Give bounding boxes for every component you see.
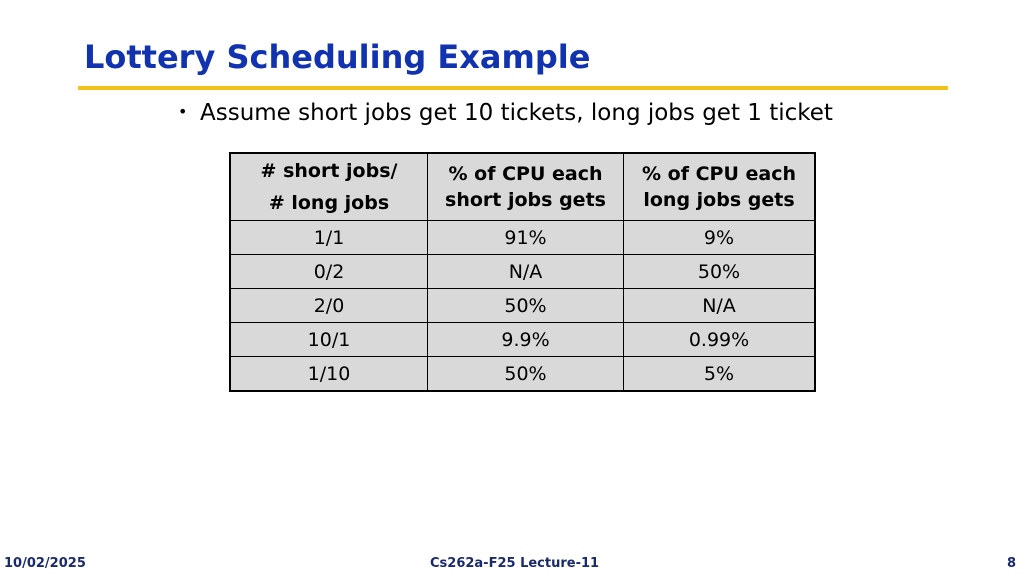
- cell-job-ratio: 0/2: [230, 255, 428, 289]
- footer-date: 10/02/2025: [4, 556, 86, 571]
- cell-short-cpu: 50%: [428, 289, 624, 323]
- cell-short-cpu: N/A: [428, 255, 624, 289]
- table-header-row: [230, 153, 815, 221]
- cell-long-cpu: 5%: [624, 357, 816, 392]
- bullet-item: [178, 100, 833, 126]
- header-short-cpu: [428, 153, 624, 221]
- cell-short-cpu: 9.9%: [428, 323, 624, 357]
- bullet-text: Assume short jobs get 10 tickets, long jobs get 1 ticket: [200, 100, 833, 126]
- table-row: [230, 323, 815, 357]
- table-row: [230, 221, 815, 255]
- footer-course-title: Cs262a-F25 Lecture-11: [430, 556, 600, 571]
- header-line: % of CPU each: [448, 163, 603, 185]
- table-row: [230, 357, 815, 392]
- cell-job-ratio: 1/10: [230, 357, 428, 392]
- footer-page-number: 8: [1006, 556, 1016, 571]
- header-line: # long jobs: [268, 192, 390, 214]
- scheduling-table: [229, 152, 816, 392]
- title-underline: [78, 86, 948, 90]
- cell-job-ratio: 1/1: [230, 221, 428, 255]
- slide-title: Lottery Scheduling Example: [84, 38, 591, 76]
- header-job-ratio: [230, 153, 428, 221]
- table-row: [230, 255, 815, 289]
- header-line: short jobs gets: [445, 189, 606, 211]
- cell-job-ratio: 10/1: [230, 323, 428, 357]
- cell-job-ratio: 2/0: [230, 289, 428, 323]
- cell-short-cpu: 91%: [428, 221, 624, 255]
- cell-long-cpu: 0.99%: [624, 323, 816, 357]
- table-row: [230, 289, 815, 323]
- cell-long-cpu: 9%: [624, 221, 816, 255]
- cell-long-cpu: 50%: [624, 255, 816, 289]
- header-line: % of CPU each: [642, 163, 796, 185]
- header-line: # short jobs/: [260, 160, 398, 182]
- header-long-cpu: [624, 153, 816, 221]
- header-line: long jobs gets: [643, 189, 795, 211]
- bullet-icon: •: [178, 102, 188, 121]
- cell-long-cpu: N/A: [624, 289, 816, 323]
- cell-short-cpu: 50%: [428, 357, 624, 392]
